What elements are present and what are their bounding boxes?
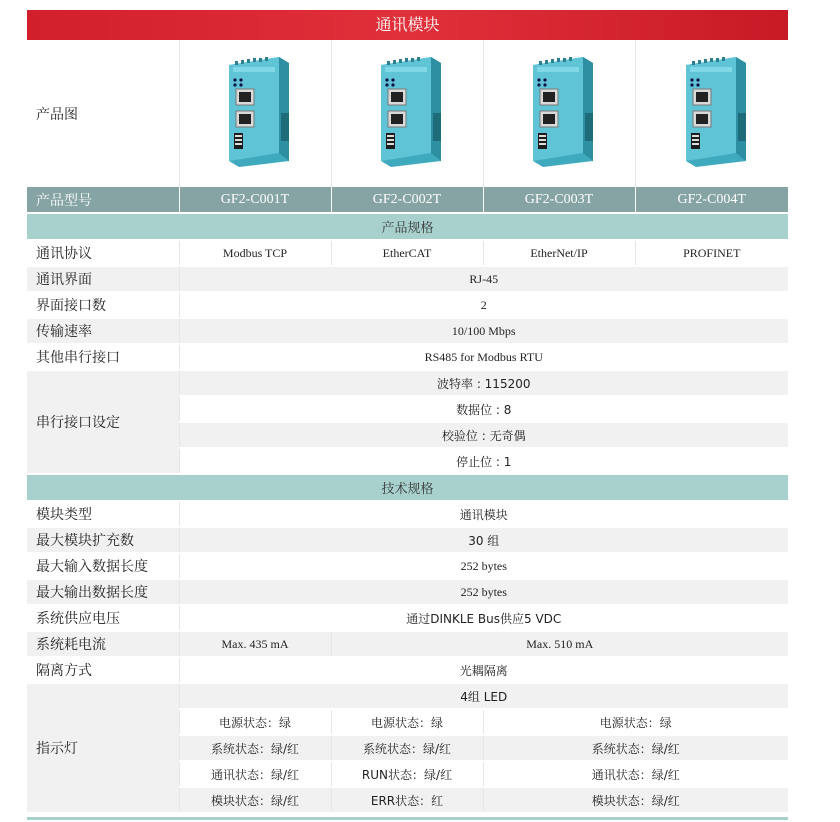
serial-parity-value: 校验位 : 无奇偶: [179, 422, 788, 448]
max-modules-label: 最大模块扩充数: [27, 527, 179, 553]
device-illustration: [367, 53, 447, 171]
speed-value: 10/100 Mbps: [179, 318, 788, 344]
product-image-c003t: [483, 40, 635, 187]
product-image-row: [27, 40, 788, 187]
module-type-label: 模块类型: [27, 501, 179, 527]
current-label: 系统耗电流: [27, 631, 179, 657]
other-serial-row: [27, 344, 788, 370]
indicator-c003-4t-4: 模块状态：绿/红: [483, 787, 788, 813]
device-illustration: [215, 53, 295, 171]
interface-value: RJ-45: [179, 266, 788, 292]
protocol-row: [27, 240, 788, 266]
indicator-c001t-4: 模块状态：绿/红: [179, 787, 331, 813]
isolation-label: 隔离方式: [27, 657, 179, 683]
current-c001t: Max. 435 mA: [179, 631, 331, 657]
device-illustration: [519, 53, 599, 171]
model-c002t: GF2-C002T: [331, 187, 483, 213]
other-serial-label: 其他串行接口: [27, 344, 179, 370]
max-input-label: 最大输入数据长度: [27, 553, 179, 579]
serial-settings-label: 串行接口设定: [27, 370, 179, 474]
model-c003t: GF2-C003T: [483, 187, 635, 213]
indicator-c002t-1: 电源状态：绿: [331, 709, 483, 735]
indicator-summary-row: [27, 683, 788, 709]
max-output-value: 252 bytes: [179, 579, 788, 605]
protocol-c004t: PROFINET: [635, 240, 788, 266]
interface-label: 通讯界面: [27, 266, 179, 292]
model-label: 产品型号: [27, 187, 179, 213]
indicator-c001t-1: 电源状态：绿: [179, 709, 331, 735]
indicator-c001t-3: 通讯状态：绿/红: [179, 761, 331, 787]
indicator-label: 指示灯: [27, 683, 179, 813]
protocol-label: 通讯协议: [27, 240, 179, 266]
section-tech-spec: [27, 474, 788, 501]
isolation-value: 光耦隔离: [179, 657, 788, 683]
section-product-spec-title: 产品规格: [27, 213, 788, 240]
model-row: [27, 187, 788, 213]
indicator-c003-4t-2: 系统状态：绿/红: [483, 735, 788, 761]
module-type-row: [27, 501, 788, 527]
max-output-label: 最大输出数据长度: [27, 579, 179, 605]
product-image-label: 产品图: [27, 40, 179, 187]
max-input-value: 252 bytes: [179, 553, 788, 579]
product-image-c004t: [635, 40, 788, 187]
speed-label: 传输速率: [27, 318, 179, 344]
interface-row: [27, 266, 788, 292]
serial-databits-value: 数据位 : 8: [179, 396, 788, 422]
isolation-row: [27, 657, 788, 683]
port-count-value: 2: [179, 292, 788, 318]
protocol-c001t: Modbus TCP: [179, 240, 331, 266]
bottom-rule: [27, 817, 788, 820]
speed-row: [27, 318, 788, 344]
indicator-c003-4t-1: 电源状态：绿: [483, 709, 788, 735]
max-modules-value: 30 组: [179, 527, 788, 553]
section-product-spec: [27, 213, 788, 240]
indicator-c003-4t-3: 通讯状态：绿/红: [483, 761, 788, 787]
port-count-row: [27, 292, 788, 318]
protocol-c002t: EtherCAT: [331, 240, 483, 266]
product-image-c001t: [179, 40, 331, 187]
serial-baud-value: 波特率 : 115200: [179, 370, 788, 396]
protocol-c003t: EtherNet/IP: [483, 240, 635, 266]
page-title: 通讯模块: [27, 10, 788, 40]
indicator-summary: 4组 LED: [179, 683, 788, 709]
supply-voltage-value: 通过DINKLE Bus供应5 VDC: [179, 605, 788, 631]
module-type-value: 通讯模块: [179, 501, 788, 527]
serial-baud-row: [27, 370, 788, 396]
port-count-label: 界面接口数: [27, 292, 179, 318]
product-image-c002t: [331, 40, 483, 187]
indicator-c002t-2: 系统状态：绿/红: [331, 735, 483, 761]
current-row: [27, 631, 788, 657]
device-illustration: [672, 53, 752, 171]
max-output-row: [27, 579, 788, 605]
spec-table: [27, 40, 788, 814]
indicator-c002t-4: ERR状态：红: [331, 787, 483, 813]
max-input-row: [27, 553, 788, 579]
model-c001t: GF2-C001T: [179, 187, 331, 213]
model-c004t: GF2-C004T: [635, 187, 788, 213]
serial-stopbits-value: 停止位 : 1: [179, 448, 788, 474]
current-rest: Max. 510 mA: [331, 631, 788, 657]
indicator-c002t-3: RUN状态：绿/红: [331, 761, 483, 787]
supply-voltage-label: 系统供应电压: [27, 605, 179, 631]
other-serial-value: RS485 for Modbus RTU: [179, 344, 788, 370]
max-modules-row: [27, 527, 788, 553]
section-tech-spec-title: 技术规格: [27, 474, 788, 501]
indicator-c001t-2: 系统状态：绿/红: [179, 735, 331, 761]
supply-voltage-row: [27, 605, 788, 631]
